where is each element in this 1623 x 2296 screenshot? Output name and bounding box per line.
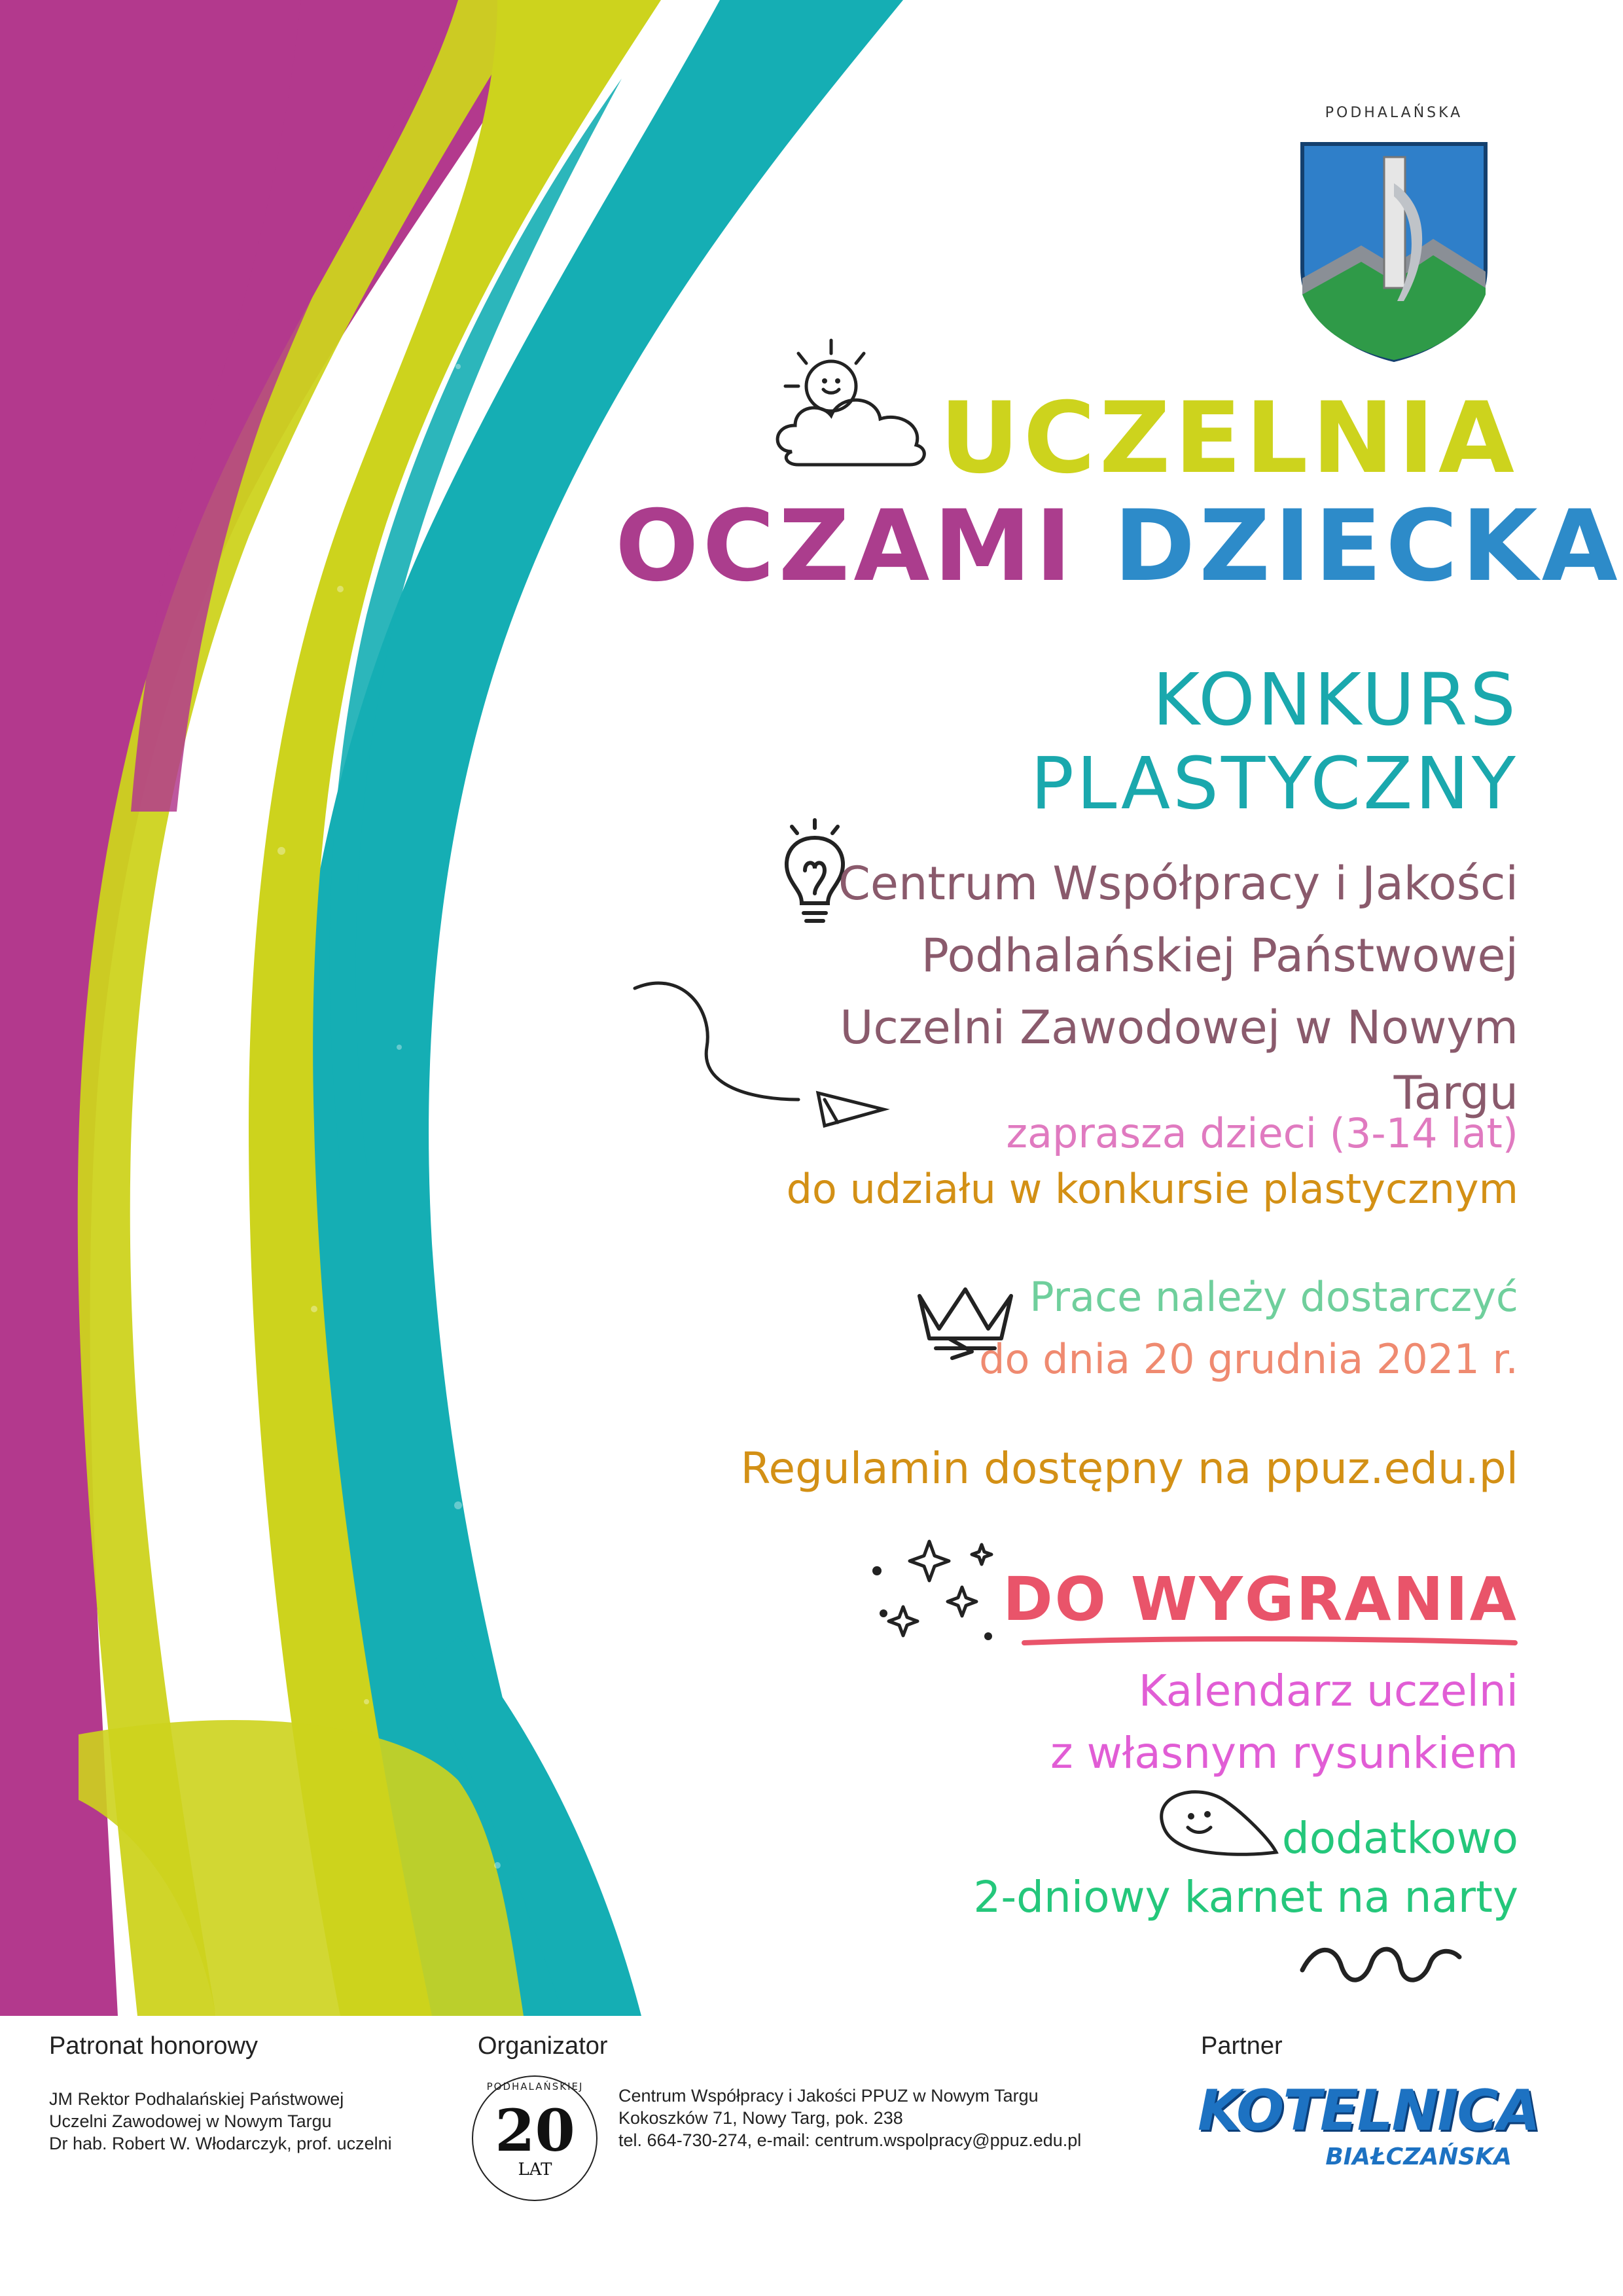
organizer-line-3: Uczelni Zawodowej w Nowym Targu: [840, 1001, 1518, 1120]
patron-line: Dr hab. Robert W. Włodarczyk, prof. uczelni: [49, 2134, 392, 2153]
organizer-contact-line: tel. 664-730-274, e-mail: centrum.wspolpracy@ppuz.edu.pl: [618, 2130, 1082, 2150]
organizer-line-2: Podhalańskiej Państwowej: [921, 929, 1518, 982]
title-line-2: [615, 490, 1622, 603]
subtitle: KONKURS PLASTYCZNY: [1030, 658, 1518, 825]
heading-underline: [1021, 1635, 1518, 1648]
invitation-line-1: zaprasza dzieci (3-14 lat): [1006, 1109, 1518, 1157]
prizes-heading: DO WYGRANIA: [1003, 1564, 1518, 1634]
prize-line-2: z własnym rysunkiem: [1050, 1728, 1518, 1778]
partner-logo: [1198, 2078, 1540, 2183]
patron-text: [49, 2088, 442, 2155]
deadline-line-2: do dnia 20 grudnia 2021 r.: [979, 1335, 1518, 1383]
organizer-contact-line: Centrum Współpracy i Jakości PPUZ w Nowym Targu: [618, 2086, 1039, 2106]
invitation-line-2: do udziału w konkursie plastycznym: [786, 1165, 1518, 1213]
title-line-1: UCZELNIA: [939, 382, 1518, 495]
patron-line: Uczelni Zawodowej w Nowym Targu: [49, 2111, 332, 2131]
badge-unit: LAT: [518, 2160, 552, 2179]
organizer-line-1: Centrum Współpracy i Jakości: [838, 857, 1518, 910]
deadline-line-1: Prace należy dostarczyć: [1029, 1273, 1518, 1321]
title-word-dziecka: DZIECKA: [1113, 490, 1622, 603]
organizer-label: Organizator: [478, 2032, 608, 2060]
partner-name-bottom: BIAŁCZAŃSKA: [1325, 2144, 1512, 2170]
badge-top-text: PODHALAŃSKIEJ: [486, 2081, 584, 2092]
university-seal-logo: [1263, 105, 1525, 367]
partner-label: Partner: [1201, 2032, 1283, 2060]
badge-number: 20: [495, 2096, 575, 2164]
patron-label: Patronat honorowy: [49, 2032, 258, 2060]
organizer-contact: [618, 2085, 1181, 2151]
title-word-oczami: OCZAMI: [615, 490, 1076, 603]
prize-line-4: 2-dniowy karnet na narty: [973, 1872, 1518, 1922]
squiggle-decoration: [1296, 1937, 1466, 1990]
organizer-contact-line: Kokoszków 71, Nowy Targ, pok. 238: [618, 2108, 903, 2128]
prize-line-1: Kalendarz uczelni: [1138, 1666, 1518, 1716]
anniversary-badge: [468, 2072, 602, 2206]
partner-name-top: KOTELNICA: [1198, 2078, 1540, 2144]
seal-top-text: PODHALAŃSKA: [1325, 105, 1463, 121]
prize-line-3: dodatkowo: [1281, 1813, 1518, 1863]
regulations-text: Regulamin dostępny na ppuz.edu.pl: [740, 1443, 1518, 1494]
patron-line: JM Rektor Podhalańskiej Państwowej: [49, 2089, 344, 2109]
